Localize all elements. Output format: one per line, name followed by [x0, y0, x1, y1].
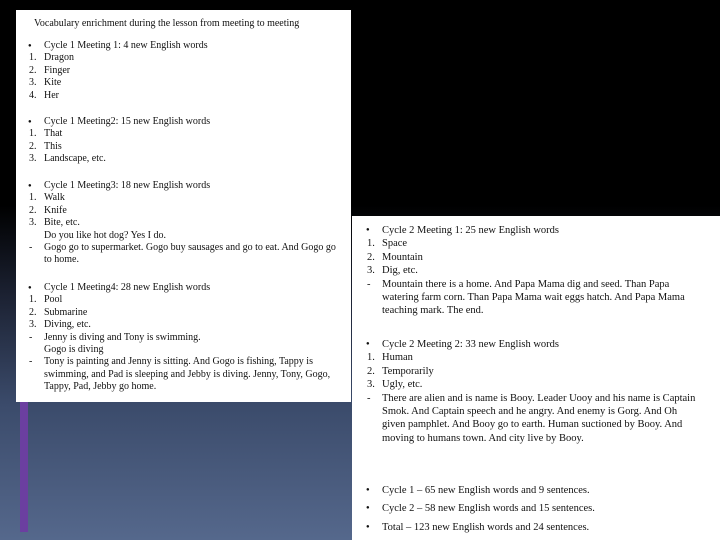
list-item: 2. This	[29, 140, 62, 152]
document-page-left	[16, 10, 351, 402]
document-page-right	[352, 216, 720, 540]
list-item: 3. Diving, etc.	[29, 319, 91, 331]
story-text-continued: teaching mark. The end.	[382, 305, 484, 317]
list-item: 3. Ugly, etc.	[367, 379, 423, 391]
list-item: 2. Mountain	[367, 251, 423, 263]
accent-bar	[20, 392, 28, 532]
list-item: 2. Finger	[29, 64, 71, 76]
story-text: - There are alien and is name is Booy. Leader Uooy and his name is Captain	[367, 392, 696, 404]
list-item: 1. Human	[367, 352, 413, 364]
story-text-continued: Smok. And Captain speech and he angry. And enemy is Gorg. And Oh	[382, 406, 678, 418]
cycle2-meeting2-section	[358, 338, 714, 445]
list-item: 1. Pool	[29, 294, 63, 306]
example-sentence: Do you like hot dog? Yes I do.	[44, 229, 166, 241]
story-text-continued: watering farm corn. Than Papa Mama wait eggs hatch. And Papa Mama	[382, 292, 685, 304]
list-item: 1. Dragon	[29, 52, 74, 64]
list-item: 2. Temporarily	[367, 365, 434, 377]
story-text-continued: to home.	[44, 254, 79, 266]
cycle1-meeting2-heading: ● Cycle 1 Meeting2: 15 new English words	[20, 116, 345, 128]
cycle2-meeting1-heading: ● Cycle 2 Meeting 1: 25 new English words	[358, 224, 714, 237]
story-text-continued: given pamphlet. And Booy go to earth. Human suctioned by Booy. And	[382, 419, 683, 431]
list-item: 4. Her	[29, 89, 59, 101]
summary-section	[358, 484, 714, 534]
list-item: 1. Space	[367, 238, 408, 250]
story-text-continued: moving to humans town. And city live by Booy.	[382, 432, 584, 444]
story-text: - Jenny is diving and Tony is swimming.	[29, 331, 201, 343]
cycle1-meeting2-section	[20, 116, 345, 166]
story-text-continued: Tappy, Pad, Jebby go home.	[44, 381, 157, 393]
cycle2-meeting2-heading: ● Cycle 2 Meeting 2: 33 new English words	[358, 338, 714, 351]
story-text-continued: Gogo is diving	[44, 344, 104, 356]
story-text-continued: swimming, and Pad is sleeping and Jebby is diving. Jenny, Tony, Gogo,	[44, 368, 331, 380]
list-item: 1. Walk	[29, 192, 65, 204]
cycle1-meeting1-section	[20, 40, 345, 102]
story-text: - Tony is painting and Jenny is sitting. And Gogo is fishing, Tappy is	[29, 356, 313, 368]
list-item: 3. Landscape, etc.	[29, 153, 106, 165]
cycle2-meeting1-section	[358, 224, 714, 318]
list-item: 3. Bite, etc.	[29, 217, 80, 229]
document-title: Vocabulary enrichment during the lesson from meeting to meeting	[34, 18, 300, 29]
summary-item: ● Total – 123 new English words and 24 sentences.	[358, 521, 714, 534]
story-text: - Mountain there is a home. And Papa Mama dig and seed. Than Papa	[367, 278, 670, 290]
list-item: 2. Submarine	[29, 306, 88, 318]
list-item: 2. Knife	[29, 204, 67, 216]
cycle1-meeting3-heading: ● Cycle 1 Meeting3: 18 new English words	[20, 180, 345, 192]
cycle1-meeting4-section	[20, 282, 345, 394]
story-text: - Gogo go to supermarket. Gogo buy sausages and go to eat. And Gogo go	[29, 242, 336, 254]
list-item: 3. Dig, etc.	[367, 265, 418, 277]
summary-item: ● Cycle 1 – 65 new English words and 9 sentences.	[358, 484, 714, 497]
cycle1-meeting4-heading: ● Cycle 1 Meeting4: 28 new English words	[20, 282, 345, 294]
cycle1-meeting3-section	[20, 180, 345, 267]
list-item: 1. That	[29, 128, 63, 140]
summary-item: ● Cycle 2 – 58 new English words and 15 sentences.	[358, 502, 714, 515]
list-item: 3. Kite	[29, 77, 62, 89]
cycle1-meeting1-heading: ● Cycle 1 Meeting 1: 4 new English words	[20, 40, 345, 52]
